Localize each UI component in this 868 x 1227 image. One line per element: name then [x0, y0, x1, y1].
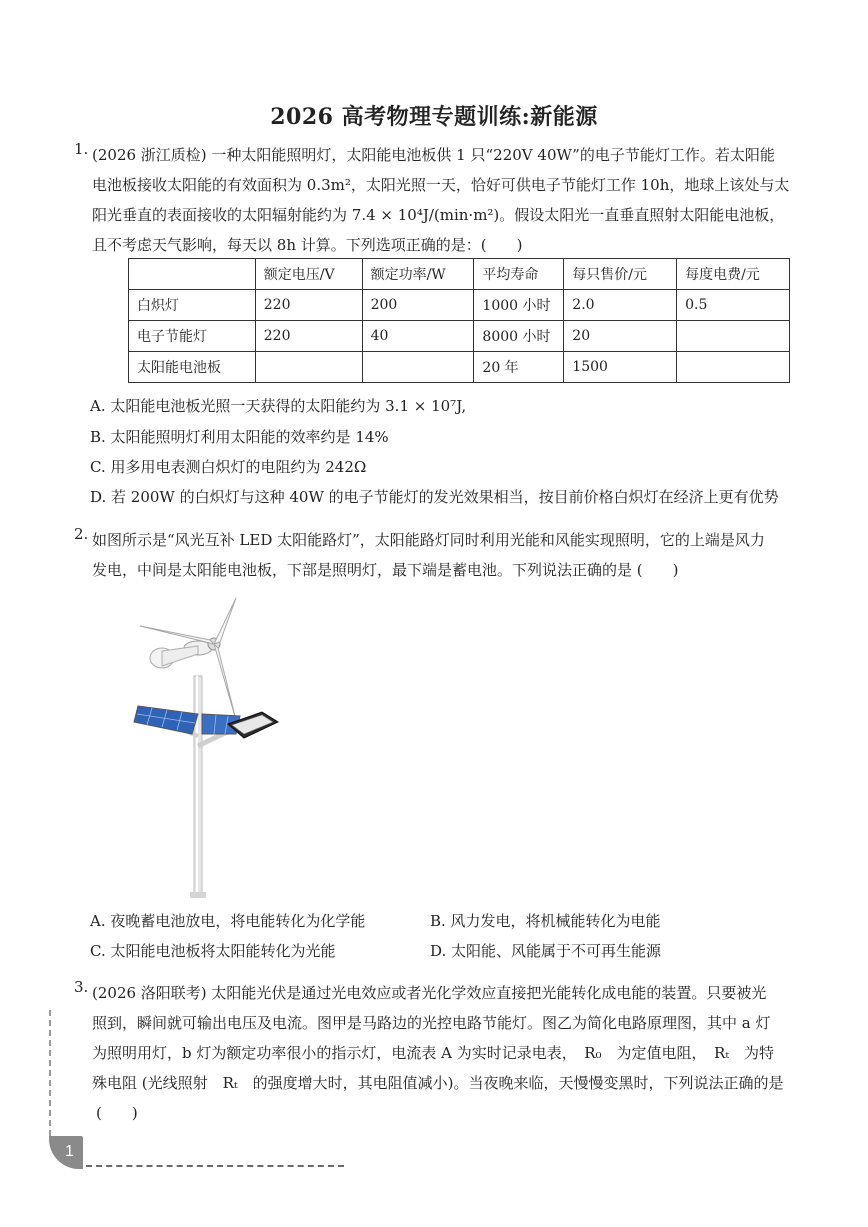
- table-cell: [677, 321, 790, 352]
- table-cell: 20: [564, 321, 677, 352]
- question-2-line: 发电，中间是太阳能电池板，下部是照明灯，最下端是蓄电池。下列说法正确的是 ( ): [92, 561, 679, 579]
- table-cell: [677, 352, 790, 383]
- question-3-line: (2026 洛阳联考) 太阳能光伏是通过光电效应或者光化学效应直接把光能转化成电能的装置。只要被光: [92, 984, 767, 1002]
- table-cell: 太阳能电池板: [129, 352, 256, 383]
- table-cell: 40: [362, 321, 474, 352]
- table-header-cell: 每只售价/元: [564, 259, 677, 290]
- question-1-stem: [92, 140, 804, 260]
- table-header-cell: 平均寿命: [474, 259, 564, 290]
- question-2-option-c: C. 太阳能电池板将太阳能转化为光能: [90, 942, 336, 960]
- question-3-number: 3.: [74, 978, 89, 996]
- question-3-stem: [92, 978, 804, 1128]
- table-cell: 8000 小时: [474, 321, 564, 352]
- table-header-cell: 额定电压/V: [255, 259, 362, 290]
- question-3-line: 照到，瞬间就可输出电压及电流。图甲是马路边的光控电路节能灯。图乙为简化电路原理图，其中 a 灯: [92, 1014, 771, 1032]
- question-1-number: 1.: [74, 140, 89, 158]
- question-1-option-c: C. 用多用电表测白炽灯的电阻约为 242Ω: [90, 458, 367, 476]
- table-header-cell: [129, 259, 256, 290]
- table-cell: [362, 352, 474, 383]
- table-cell: 1000 小时: [474, 290, 564, 321]
- table-cell: 0.5: [677, 290, 790, 321]
- question-1-option-d: D. 若 200W 的白炽灯与这种 40W 的电子节能灯的发光效果相当，按目前价格白炽灯在经济上更有优势: [90, 488, 779, 506]
- question-1-option-a: A. 太阳能电池板光照一天获得的太阳能约为 3.1 × 10⁷J,: [90, 397, 467, 415]
- table-cell: 20 年: [474, 352, 564, 383]
- question-1-line: 且不考虑天气影响，每天以 8h 计算。下列选项正确的是：( ): [92, 236, 523, 254]
- question-1-line: (2026 浙江质检) 一种太阳能照明灯，太阳能电池板供 1 只“220V 40W”的电子节能灯工作。若太阳能: [92, 146, 775, 164]
- question-3-line: 为照明用灯，b 灯为额定功率很小的指示灯，电流表 A 为实时记录电表， R₀ 为定值电阻， Rₜ 为特: [92, 1044, 775, 1062]
- question-3-line: 殊电阻 (光线照射 Rₜ 的强度增大时，其电阻值减小)。当夜晚来临，天慢慢变黑时，下列说法正确的是: [92, 1074, 784, 1092]
- table-cell: 1500: [564, 352, 677, 383]
- table-row: [129, 290, 790, 321]
- question-3-line: ( ): [96, 1104, 138, 1122]
- wind-solar-street-lamp-figure: [132, 596, 292, 898]
- table-header-cell: 额定功率/W: [362, 259, 474, 290]
- question-2-option-a: A. 夜晚蓄电池放电，将电能转化为化学能: [90, 912, 366, 930]
- table-row: [129, 352, 790, 383]
- question-1-line: 阳光垂直的表面接收的太阳辐射能约为 7.4 × 10⁴J/(min·m²)。假设太阳光一直垂直照射太阳能电池板，: [92, 206, 785, 224]
- lamp-comparison-table: [128, 258, 790, 383]
- table-cell: 220: [255, 321, 362, 352]
- question-2-line: 如图所示是“风光互补 LED 太阳能路灯”，太阳能路灯同时利用光能和风能实现照明，它的上端是风力: [92, 531, 765, 549]
- footer-dashed-line: [86, 1165, 344, 1167]
- page-number: 1: [65, 1143, 74, 1160]
- table-cell: 220: [255, 290, 362, 321]
- table-header-row: [129, 259, 790, 290]
- margin-dashed-line: [49, 1010, 51, 1136]
- table-cell: 白炽灯: [129, 290, 256, 321]
- question-2-number: 2.: [74, 525, 89, 543]
- table-header-cell: 每度电费/元: [677, 259, 790, 290]
- table-cell: 200: [362, 290, 474, 321]
- table-cell: [255, 352, 362, 383]
- table-cell: 2.0: [564, 290, 677, 321]
- question-1-option-b: B. 太阳能照明灯利用太阳能的效率约是 14%: [90, 428, 389, 446]
- page-title: 2026 高考物理专题训练:新能源: [270, 104, 598, 130]
- table-cell: 电子节能灯: [129, 321, 256, 352]
- page-number-badge: [49, 1136, 83, 1169]
- question-1-line: 电池板接收太阳能的有效面积为 0.3m²，太阳光照一天，恰好可供电子节能灯工作 10h，地球上该处与太: [92, 176, 790, 194]
- question-2-option-b: B. 风力发电，将机械能转化为电能: [430, 912, 661, 930]
- table-row: [129, 321, 790, 352]
- question-2-stem: [92, 525, 804, 585]
- question-2-option-d: D. 太阳能、风能属于不可再生能源: [430, 942, 662, 960]
